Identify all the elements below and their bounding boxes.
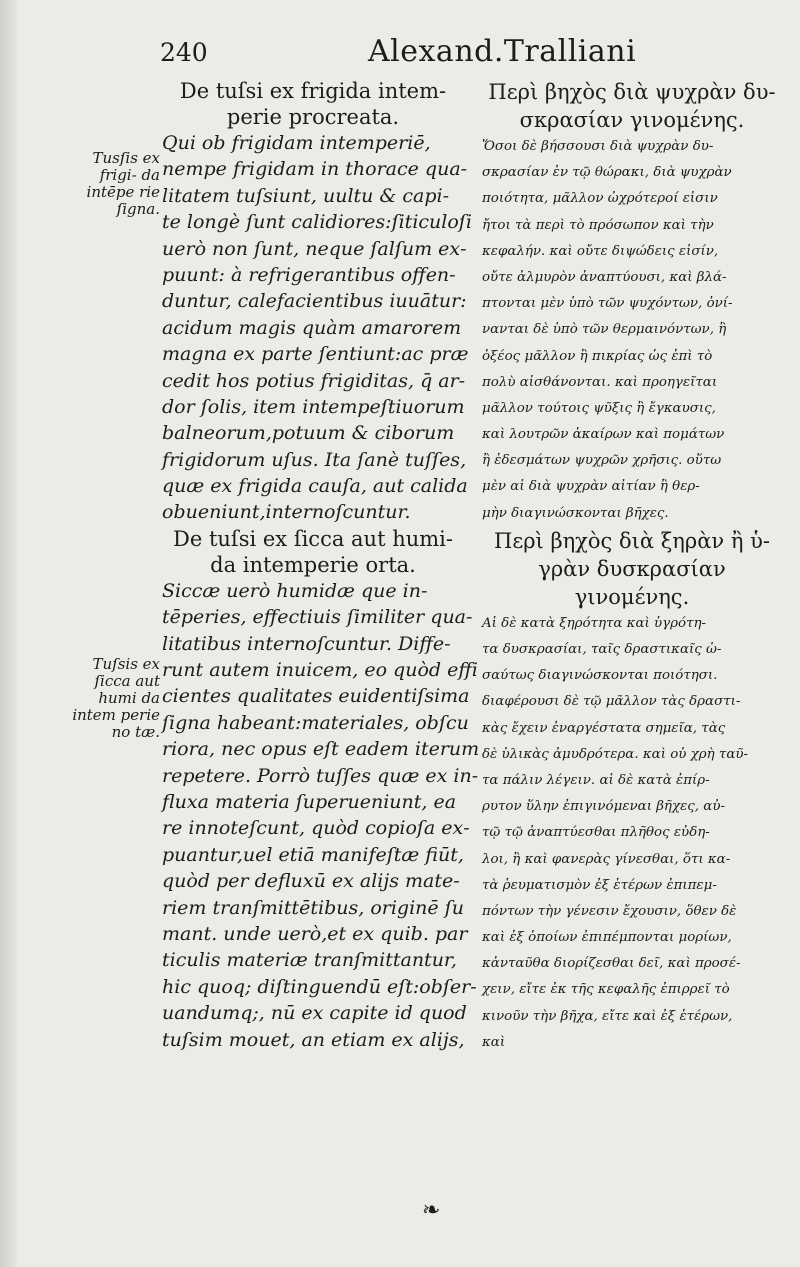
text-line: οὔτε ἁλμυρὸν ἀναπτύουσι, καὶ βλά‑ — [482, 269, 727, 285]
text-line: τα πάλιν λέγειν. αἱ δὲ κατὰ ἐπίρ‑ — [482, 772, 710, 788]
text-line: dor ſolis, item intempeſtiuorum — [162, 395, 465, 418]
text-line: πολὺ αἰσθάνονται. καὶ προηγεῖται — [482, 374, 718, 390]
text-line: litatem tuſsiunt, uultu & capi‑ — [162, 184, 450, 207]
text-line: riem tranſmittētibus, originē ſu — [162, 896, 464, 919]
latin-column — [162, 78, 480, 1053]
text-line: litatibus internoſcuntur. Diffe‑ — [162, 632, 451, 655]
text-line: tuſsim mouet, an etiam ex alijs, — [162, 1028, 465, 1051]
text-line: runt autem inuicem, eo quòd effi — [162, 659, 478, 682]
text-line: μᾶλλον τούτοις ψῦξις ἢ ἔγκαυσις, — [482, 400, 716, 416]
text-line: repetere. Porrò tuſſes quæ ex in‑ — [162, 764, 479, 787]
text-line: ἢ ἐδεσμάτων ψυχρῶν χρῆσις. οὕτω — [482, 453, 722, 469]
text-line: μὲν αἱ διὰ ψυχρὰν αἰτίαν ἢ θερ‑ — [482, 479, 700, 495]
text-line: uandumq;, nū ex capite id quod — [162, 1002, 467, 1025]
text-line: τὰ ῥευματισμὸν ἐξ ἑτέρων ἐπιπεμ‑ — [482, 877, 717, 893]
text-line: νανται δὲ ὑπὸ τῶν θερμαινόντων, ἢ — [482, 322, 727, 338]
text-line: κινοῦν τὴν βῆχα, εἴτε καὶ ἐξ ἑτέρων, — [482, 1008, 733, 1024]
latin-paragraph-2 — [162, 578, 480, 1053]
text-line: κἀνταῦθα διορίζεσθαι δεῖ, καὶ προσέ‑ — [482, 956, 741, 972]
text-line: quæ ex frigida cauſa, aut calida — [162, 475, 468, 498]
text-line: puunt: à refrigerantibus offen‑ — [162, 263, 456, 286]
text-line: καὶ ἐξ ὁποίων ἐπιπέμπονται μορίων, — [482, 930, 732, 946]
text-line: riora, nec opus eſt eadem iterum — [162, 738, 480, 761]
page-number: 240 — [160, 38, 208, 67]
text-line: re innoteſcunt, quòd copioſa ex‑ — [162, 817, 470, 840]
text-line: mant. unde uerò,et ex quib. par — [162, 922, 468, 945]
margin-note-dry-moist: Tuſsis ex ſicca aut humi da intem perie no tæ. — [72, 655, 160, 741]
text-line: acidum magis quàm amarorem — [162, 316, 462, 339]
text-line: ἤτοι τὰ περὶ τὸ πρόσωπον καὶ τὴν — [482, 217, 714, 233]
ornament-fleuron: ❧ — [422, 1198, 441, 1223]
text-line: Ὅσοι δὲ βήσσουσι διὰ ψυχρὰν δυ‑ — [482, 139, 714, 154]
text-line: σαύτως διαγινώσκονται ποιότησι. — [482, 668, 718, 684]
text-line: πτονται μὲν ὑπὸ τῶν ψυχόντων, ὀνί‑ — [482, 296, 733, 312]
text-line: Siccæ uerò humidæ que in‑ — [162, 579, 428, 602]
text-line: puantur,uel etiā manifeſtæ fiūt, — [162, 843, 464, 866]
text-line: magna ex parte ſentiunt:ac præ — [162, 343, 469, 366]
text-line: cedit hos potius frigiditas, q̄ ar‑ — [162, 369, 466, 392]
text-line: obueniunt,internoſcuntur. — [162, 501, 411, 524]
text-line: Αἱ δὲ κατὰ ξηρότητα καὶ ὑγρότη‑ — [482, 615, 707, 631]
text-line: duntur, calefacientibus iuuātur: — [162, 290, 467, 313]
text-line: μὴν διαγινώσκονται βῆχες. — [482, 505, 669, 521]
text-line: ρυτον ὕλην ἐπιγινόμεναι βῆχες, αὐ‑ — [482, 799, 725, 815]
text-line: hic quoq; diſtinguendū eſt:obſer‑ — [162, 975, 477, 998]
greek-heading-1: Περὶ βηχὸς διὰ ψυχρὰν δυ‑ σκρασίαν γινομένης. — [488, 80, 776, 132]
text-line: ſigna habeant:materiales, obſcu — [162, 711, 469, 734]
text-line: balneorum,potuum & ciborum — [162, 422, 455, 445]
text-line: tēperies, effectiuis ſimiliter qua‑ — [162, 606, 473, 629]
text-line: quòd per defluxū ex alijs mate‑ — [162, 870, 460, 893]
text-line: ticulis materiæ tranſmittantur, — [162, 949, 457, 972]
text-line: uerò non ſunt, neque ſalſum ex‑ — [162, 237, 467, 260]
text-line: δὲ ὑλικὰς ἀμυδρότερα. καὶ οὐ χρὴ ταῦ‑ — [482, 746, 749, 762]
text-line: καὶ λουτρῶν ἀκαίρων καὶ πομάτων — [482, 427, 725, 443]
text-line: τα δυσκρασίαι, ταῖς δραστικαῖς ὡ‑ — [482, 642, 722, 657]
greek-column — [482, 78, 782, 1056]
latin-heading-1: De tuſsi ex frigida intem‑ perie procreata. — [179, 79, 447, 129]
latin-heading-2: De tuſsi ex ſicca aut humi‑ da intemperie orta. — [173, 526, 453, 577]
text-line: διαφέρουσι δὲ τῷ μᾶλλον τὰς δραστι‑ — [482, 694, 741, 710]
latin-paragraph-1 — [162, 130, 472, 526]
text-line: Qui ob frigidam intemperiē, — [162, 132, 431, 154]
text-line: κεφαλήν. καὶ οὔτε διψώδεις εἰσίν, — [482, 243, 719, 259]
running-head: Alexand.Tralliani — [368, 34, 637, 69]
text-line: frigidorum uſus. Ita ſanè tuſſes, — [162, 448, 467, 471]
page-header — [0, 34, 800, 74]
page-edge-shadow — [0, 0, 20, 1267]
text-line: cientes qualitates euidentiſsima — [162, 685, 470, 708]
text-line: ὀξέος μᾶλλον ἢ πικρίας ὡς ἐπὶ τὸ — [482, 348, 713, 364]
text-line: te longè ſunt calidiores:ſiticuloſi — [162, 211, 472, 234]
text-line: τῷ τῷ ἀναπτύεσθαι πλῆθος εὐδη‑ — [482, 825, 710, 841]
text-line: πόντων τὴν γένεσιν ἔχουσιν, ὅθεν δὲ — [482, 903, 737, 919]
text-line: χειν, εἴτε ἐκ τῆς κεφαλῆς ἐπιρρεῖ τὸ — [482, 982, 730, 998]
text-line: καὶ — [482, 1034, 506, 1050]
text-line: nempe frigidam in thorace qua‑ — [162, 158, 468, 181]
text-line: σκρασίαν ἐν τῷ θώρακι, διὰ ψυχρὰν — [482, 165, 732, 181]
text-line: λοι, ἢ καὶ φανερὰς γίνεσθαι, ὅτι κα‑ — [482, 851, 731, 867]
text-line: ποιότητα, μᾶλλον ὠχρότεροί εἰσιν — [482, 191, 718, 207]
margin-note-cold: Tusſis ex frigi‑ da intēpe rie ſigna. — [86, 149, 160, 218]
text-line: κὰς ἔχειν ἐναργέστατα σημεῖα, τὰς — [482, 720, 726, 736]
greek-heading-2: Περὶ βηχὸς διὰ ξηρὰν ἢ ὑ‑ γρὰν δυσκρασίαν γινομένης. — [494, 528, 770, 609]
greek-paragraph-2 — [482, 611, 782, 1056]
greek-paragraph-1 — [482, 134, 782, 527]
text-line: fluxa materia ſuperueniunt, ea — [162, 790, 457, 813]
